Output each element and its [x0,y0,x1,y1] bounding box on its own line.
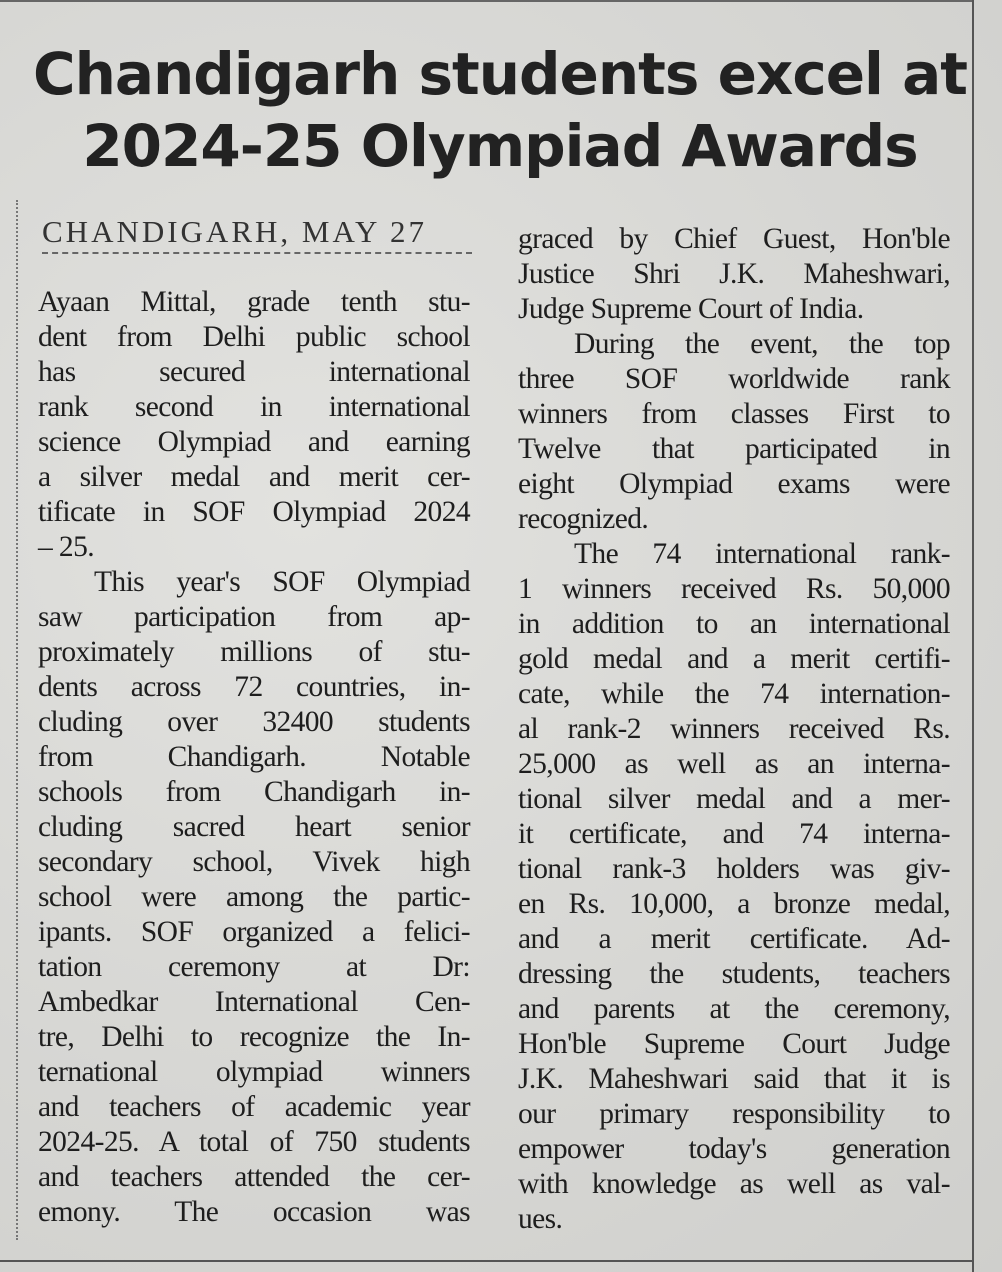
article-text-line: ternational olympiad winners [38,1056,470,1088]
article-paragraph [38,565,470,1230]
article-text-line: recognized. [518,503,649,535]
article-text-line: graced by Chief Guest, Hon'ble [518,223,950,255]
article-text-line: Hon'ble Supreme Court Judge [518,1028,950,1060]
article-text-line: it certificate, and 74 interna- [518,818,950,850]
article-text-line: This year's SOF Olympiad [94,566,470,598]
top-rule [0,0,972,2]
article-text-line: a silver medal and merit cer- [38,461,470,493]
article-text-line: rank second in international [38,391,470,423]
article-text-line: – 25. [38,531,95,563]
article-text-line: three SOF worldwide rank [518,363,950,395]
article-text-line: and teachers attended the cer- [38,1161,470,1193]
article-text-line: Justice Shri J.K. Maheshwari, [518,258,950,290]
article-text-line: The 74 international rank- [574,538,950,570]
headline-line-1: Chandigarh students excel at [33,40,967,108]
article-text-line: cluding sacred heart senior [38,811,470,843]
article-text-line: 25,000 as well as an interna- [518,748,950,780]
article-text-line: During the event, the top [574,328,950,360]
article-paragraph [518,537,950,1237]
article-text-line: our primary responsibility to [518,1098,950,1130]
article-paragraph [38,285,470,565]
article-text-line: ipants. SOF organized a felici- [38,916,470,948]
article-text-line: tre, Delhi to recognize the In- [38,1021,470,1053]
article-text-line: ues. [518,1203,563,1235]
article-text-line: and teachers of academic year [38,1091,470,1123]
article-text-line: from Chandigarh. Notable [38,741,470,773]
article-text-line: tificate in SOF Olympiad 2024 [38,496,470,528]
article-text-line: tional rank-3 holders was giv- [518,853,950,885]
cut-line-dotted [16,200,18,1240]
article-paragraph [518,222,950,327]
article-text-line: Ayaan Mittal, grade tenth stu- [38,286,470,318]
article-text-line: saw participation from ap- [38,601,470,633]
article-text-line: proximately millions of stu- [38,636,470,668]
article-text-line: dressing the students, teachers [518,958,950,990]
article-text-line: with knowledge as well as val- [518,1168,950,1200]
article-paragraph [518,327,950,537]
article-text-line: secondary school, Vivek high [38,846,470,878]
column-rule [972,0,974,1272]
dateline: CHANDIGARH, MAY 27 [42,214,472,254]
article-text-line: school were among the partic- [38,881,470,913]
article-text-line: has secured international [38,356,470,388]
article-text-line: 2024-25. A total of 750 students [38,1126,470,1158]
article-text-line: tional silver medal and a mer- [518,783,950,815]
article-text-line: science Olympiad and earning [38,426,470,458]
article-text-line: J.K. Maheshwari said that it is [518,1063,950,1095]
article-text-line: empower today's generation [518,1133,950,1165]
article-column-right [518,222,950,1237]
article-text-line: cate, while the 74 internation- [518,678,950,710]
headline-line-2: 2024-25 Olympiad Awards [82,112,918,180]
article-text-line: in addition to an international [518,608,950,640]
article-text-line: en Rs. 10,000, a bronze medal, [518,888,950,920]
article-text-line: Judge Supreme Court of India. [518,293,864,325]
article-text-line: schools from Chandigarh in- [38,776,470,808]
article-text-line: emony. The occasion was [38,1196,470,1228]
article-text-line: tation ceremony at Dr: [38,951,470,983]
article-text-line: Ambedkar International Cen- [38,986,470,1018]
article-text-line: Twelve that participated in [518,433,950,465]
article-text-line: dents across 72 countries, in- [38,671,470,703]
article-text-line: gold medal and a merit certifi- [518,643,950,675]
article-text-line: winners from classes First to [518,398,950,430]
article-text-line: cluding over 32400 students [38,706,470,738]
article-text-line: and a merit certificate. Ad- [518,923,950,955]
article-text-line: al rank-2 winners received Rs. [518,713,950,745]
article-text-line: and parents at the ceremony, [518,993,950,1025]
article-text-line: dent from Delhi public school [38,321,470,353]
bottom-rule [0,1260,972,1262]
headline [30,38,970,182]
article-text-line: eight Olympiad exams were [518,468,950,500]
article-text-line: 1 winners received Rs. 50,000 [518,573,950,605]
article-column-left [38,285,470,1230]
